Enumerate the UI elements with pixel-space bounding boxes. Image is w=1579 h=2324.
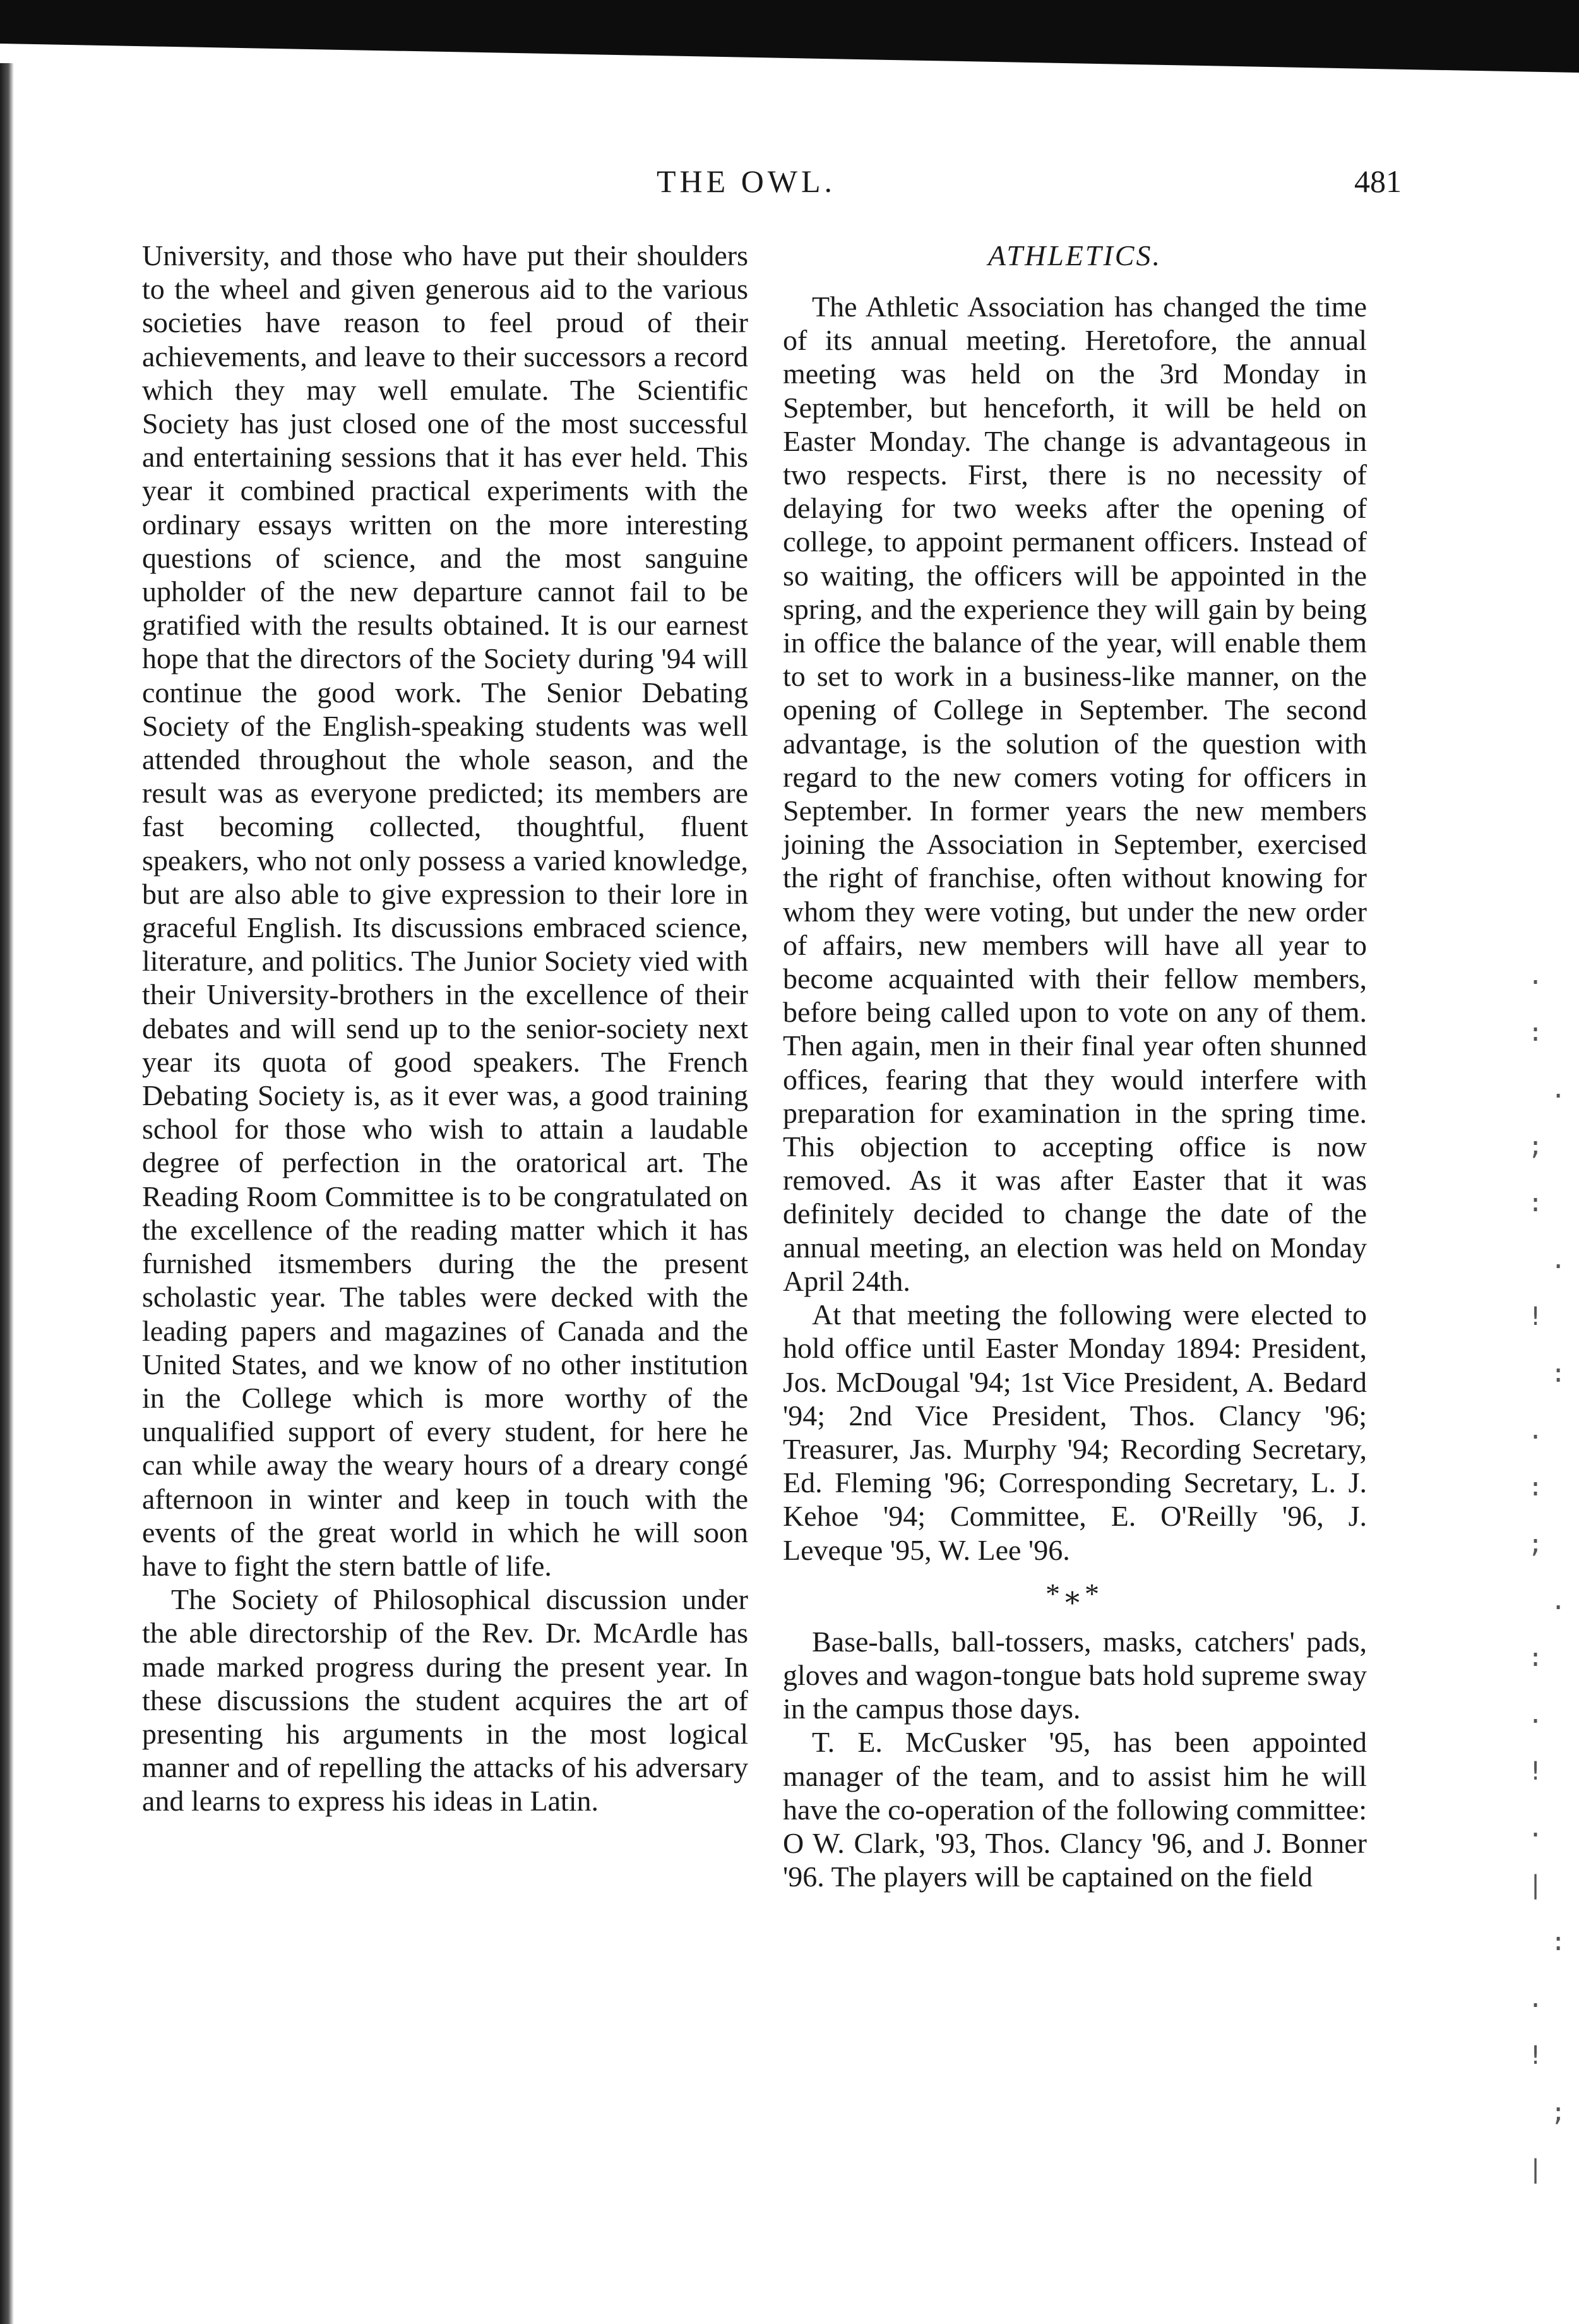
section-heading-athletics: ATHLETICS. [988,239,1162,272]
right-paragraph-1: The Athletic Association has changed the time of its annual meeting. Heretofore, the annual meeting was held on the 3rd Monday in September, but henceforth, it will be held on Easter Monday. The change is advantageous in two respects. First, there is no necessity of delaying for two weeks after the opening of college, to appoint permanent officers. Instead of so waiting, the officers will be appointed in the spring, and the experience they will gain by being in office the balance of the year, will enable them to set to work in a business-like manner, on the opening of College in September. The second advantage, is the solution of the question with regard to the new comers voting for officers in September. In former years the new members joining the Association in September, exercised the right of franchise, often without knowing for whom they were voting, but under the new order of affairs, new members will have all year to become acquainted with their fellow members, before being called upon to vote on any of them. Then again, men in their final year often shunned offices, fearing that they would interfere with preparation for examination in the spring time. This objection to accepting office is now removed. As it was after Easter that it was definitely decided to change the date of the annual meeting, an election was held on Monday April 24th. [783,290,1367,1297]
left-paragraph-1: University, and those who have put their shoulders to the wheel and given generous aid to the various societies have reason to feel proud of their achievements, and leave to their successors a record which they may well emulate. The Scientific Society has just closed one of the most successful and entertaining sessions that it has ever held. This year it combined practical experiments with the ordinary essays written on the more interesting questions of science, and the most sanguine upholder of the new departure cannot fail to be gratified with the results obtained. It is our earnest hope that the directors of the Society during '94 will continue the good work. The Senior Debating Society of the English-speaking students was well attended throughout the whole season, and the result was as everyone predicted; its members are fast becoming collected, thoughtful, fluent speakers, who not only possess a varied knowledge, but are also able to give expression to their lore in graceful English. Its discussions embraced science, literature, and politics. The Junior Society vied with their University-brothers in the excellence of their debates and will send up to the senior-society next year its quota of good speakers. The French Debating Society is, as it ever was, a good training school for those who wish to attain a laudable degree of perfection in the oratorical art. The Reading Room Committee is to be congratulated on the excellence of the reading matter which it has furnished itsmembers during the the present scholastic year. The tables were decked with the leading papers and magazines of Canada and the United States, and we know of no other institution in the College which is more worthy of the unqualified support of every student, for here he can while away the weary hours of a dreary congé afternoon in winter and keep in touch with the events of the great world in which he will soon have to fight the stern battle of life. [142,239,748,1582]
scan-left-edge [0,63,14,2324]
running-title: THE OWL. [657,164,837,199]
left-paragraph-2: The Society of Philosophical discussion under the able directorship of the Rev. Dr. McArdle has made marked progress during the present year. In these discussions the student acquires the art of presenting his arguments in the most logical manner and of repelling the attacks of his adversary and learns to express his ideas in Latin. [142,1583,748,1818]
right-paragraph-3: Base-balls, ball-tossers, masks, catchers' pads, gloves and wagon-tongue bats hold supreme sway in the campus those days. [783,1625,1367,1725]
right-paragraph-4: T. E. McCusker '95, has been appointed manager of the team, and to assist him he will have the co-operation of the following committee: O W. Clark, '93, Thos. Clancy '96, and J. Bonner '96. The players will be captained on the field [783,1726,1367,1893]
left-column [142,239,748,1818]
right-paragraph-2: At that meeting the following were elected to hold office until Easter Monday 1894: President, Jos. McDougal '94; 1st Vice President, A. Bedard '94; 2nd Vice President, Thos. Clancy '96; Treasurer, Jas. Murphy '94; Recording Secretary, Ed. Fleming '96; Corresponding Secretary, L. J. Kehoe '94; Committee, E. O'Reilly '96, J. Leveque '95, W. Lee '96. [783,1298,1367,1566]
right-column [783,239,1367,1893]
asterism-divider: *⁎* [1046,1577,1104,1610]
scan-top-border [0,0,1579,73]
scan-margin-marks: . : . ; : . ! : . : ; . : . ! . | : . ! ; | [1528,961,1574,2184]
page-header [0,163,1579,213]
page-number: 481 [1354,164,1402,199]
